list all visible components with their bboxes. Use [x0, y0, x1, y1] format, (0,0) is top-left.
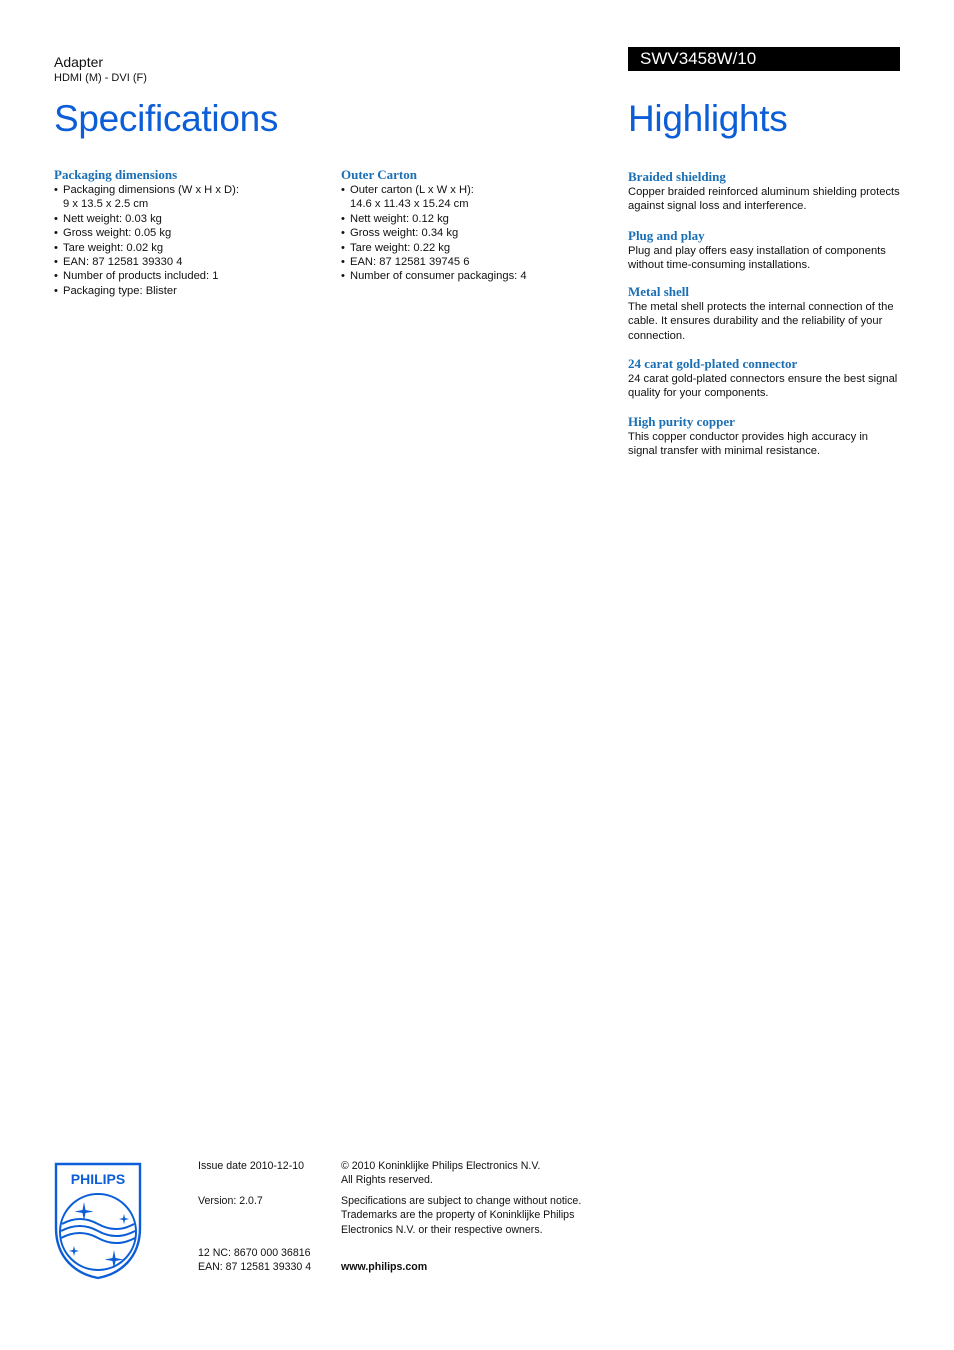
highlight-text: 24 carat gold-plated connectors ensure the best signal quality for your components. — [628, 373, 898, 400]
section-heading: Packaging dimensions — [54, 167, 178, 182]
highlight-heading: Metal shell — [628, 284, 690, 299]
ean-code: EAN: 87 12581 39330 4 — [198, 1261, 312, 1274]
website-link[interactable]: www.philips.com — [341, 1261, 428, 1273]
section-heading: Outer Carton — [341, 167, 417, 182]
highlight-braided-shielding — [628, 169, 900, 214]
spec-item: • Nett weight: 0.12 kg — [341, 212, 601, 226]
model-number-bar: SWV3458W/10 — [628, 47, 900, 71]
spec-item: • Packaging dimensions (W x H x D): 9 x 13.5 x 2.5 cm — [54, 183, 314, 212]
spec-item: • Gross weight: 0.34 kg — [341, 226, 601, 240]
highlight-text: The metal shell protects the internal connection of the cable. It ensures durability and the reliability of your connection. — [628, 301, 894, 342]
version: Version: 2.0.7 — [198, 1195, 263, 1207]
nc-code: 12 NC: 8670 000 36816 — [198, 1247, 311, 1259]
highlight-metal-shell — [628, 284, 900, 343]
spec-item: • Tare weight: 0.02 kg — [54, 241, 314, 255]
highlight-text: This copper conductor provides high accuracy in signal transfer with minimal resistance. — [628, 431, 869, 458]
outer-carton-section — [341, 167, 601, 284]
spec-item: • Gross weight: 0.05 kg — [54, 226, 314, 240]
copyright: © 2010 Koninklijke Philips Electronics N.V. All Rights reserved. — [341, 1160, 541, 1187]
spec-list — [54, 183, 314, 298]
issue-date: Issue date 2010-12-10 — [198, 1160, 305, 1172]
spec-item: • Number of consumer packagings: 4 — [341, 269, 601, 283]
spec-item: • Tare weight: 0.22 kg — [341, 241, 601, 255]
highlight-heading: High purity copper — [628, 414, 735, 429]
spec-item: • EAN: 87 12581 39330 4 — [54, 255, 314, 269]
packaging-dimensions-section — [54, 167, 314, 298]
highlight-heading: Plug and play — [628, 228, 705, 243]
product-subtitle: HDMI (M) - DVI (F) — [54, 72, 147, 84]
philips-shield-logo-icon — [54, 1162, 142, 1280]
spec-item: • Outer carton (L x W x H): 14.6 x 11.43 x 15.24 cm — [341, 183, 601, 212]
logo-wordmark: PHILIPS — [70, 1171, 126, 1187]
spec-item: • EAN: 87 12581 39745 6 — [341, 255, 601, 269]
specifications-title: Specifications — [54, 98, 279, 139]
highlight-heading: Braided shielding — [628, 169, 726, 184]
product-type: Adapter — [54, 54, 104, 70]
highlight-gold-plated-connector — [628, 356, 900, 401]
spec-item: • Number of products included: 1 — [54, 269, 314, 283]
highlights-title: Highlights — [628, 98, 788, 139]
spec-list — [341, 183, 601, 284]
product-codes — [198, 1246, 311, 1275]
highlight-text: Copper braided reinforced aluminum shielding protects against signal loss and interference. — [628, 186, 900, 213]
spec-item: • Nett weight: 0.03 kg — [54, 212, 314, 226]
spec-item: • Packaging type: Blister — [54, 284, 314, 298]
spec-notice: Specifications are subject to change without notice. Trademarks are the property of Koninklijke Philips Electronics N.V. or their respective owners. — [341, 1195, 582, 1236]
highlight-high-purity-copper — [628, 414, 900, 459]
highlight-heading: 24 carat gold-plated connector — [628, 356, 798, 371]
highlight-text: Plug and play offers easy installation of components without time-consuming installations. — [628, 245, 886, 272]
highlight-plug-and-play — [628, 228, 900, 273]
